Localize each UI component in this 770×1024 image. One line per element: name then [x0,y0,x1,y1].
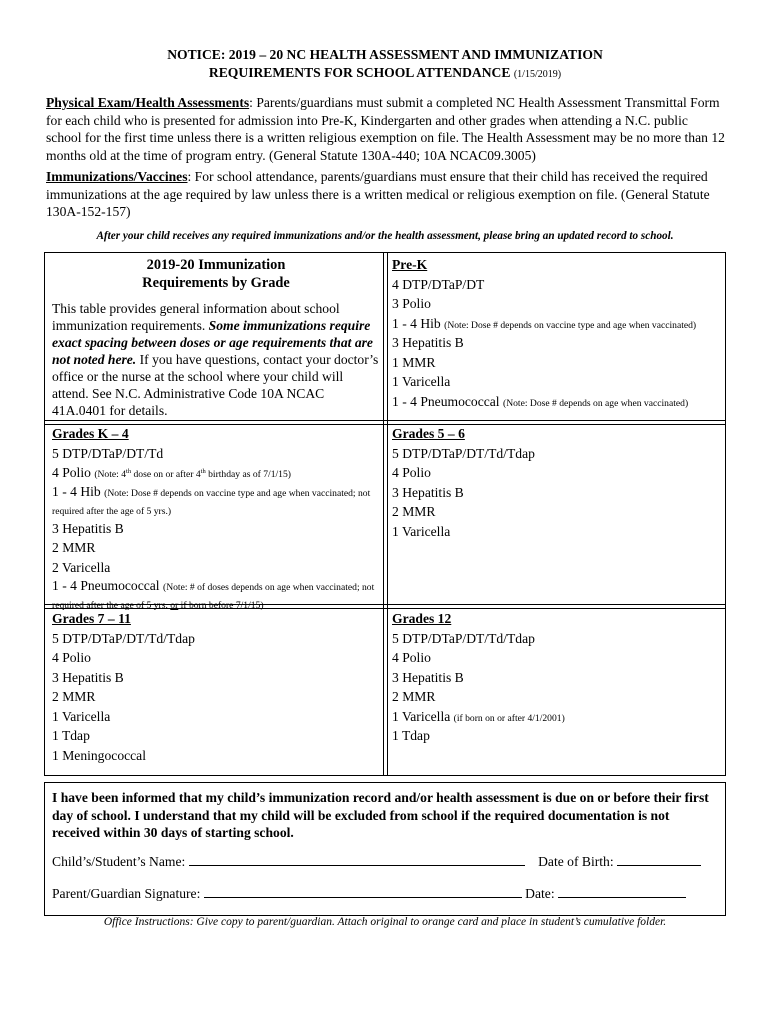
physical-exam-paragraph [46,94,726,164]
prek-mmr: 1 MMR [392,354,436,370]
notice-title-line2 [0,64,770,84]
g12-varicella-text: 1 Varicella [392,708,451,724]
child-name-field[interactable] [189,852,525,866]
k4-pneumo-note-a: (Note: # of doses depends on age when vaccinated; not required after the age of 5 yrs. [52,582,375,611]
k4-varicella: 2 Varicella [52,559,111,575]
g711-heading: Grades 7 – 11 [52,611,131,626]
k4-polio-note-c: birthday as of 7/1/15) [205,469,291,480]
prek-hib [392,314,722,334]
g711-varicella: 1 Varicella [52,708,111,724]
prek-pneumo-note: (Note: Dose # depends on age when vaccinated) [503,397,689,409]
g12-mmr: 2 MMR [392,689,436,704]
physical-exam-heading: Physical Exam/Health Assessments [46,95,250,110]
acknowledgment-box [44,782,726,916]
k4-pneumo-note-or: or [170,600,179,611]
table-divider-row1 [45,420,725,421]
g711-hepb: 3 Hepatitis B [52,669,124,685]
k4-mmr: 2 MMR [52,540,96,555]
prek-dtp: 4 DTP/DTaP/DT [392,276,485,292]
k4-cell [52,424,380,613]
g711-mmr: 2 MMR [52,689,96,704]
prek-hib-note: (Note: Dose # depends on vaccine type and age when vaccinated) [444,319,697,331]
office-instructions: Office Instructions: Give copy to parent/guardian. Attach original to orange card and place in student’s cumulative folder. [103,916,667,928]
immunizations-text: : For school attendance, parents/guardians must ensure that their child has received the required immunizations at the age required by law unless there is a written medical or religious exemption on file. (General Statute 130A-152-157) [46,169,710,220]
intro-part-b: Some immunizations require exact spacing between doses or age requirements that are not noted here. [52,318,373,367]
table-title-line1: 2019-20 Immunization [146,257,286,273]
k4-polio [52,463,380,483]
g711-polio: 4 Polio [52,650,91,665]
immunizations-paragraph [46,168,726,221]
dob-label: Date of Birth: [538,854,614,869]
notice-title-line2-text: REQUIREMENTS FOR SCHOOL ATTENDANCE [208,65,511,80]
child-name-label: Child’s/Student’s Name: [52,854,186,869]
table-title [52,256,380,292]
k4-polio-note-a: (Note: 4 [94,469,127,480]
table-intro-text [52,300,380,419]
g711-mening: 1 Meningococcal [52,747,146,763]
prek-varicella: 1 Varicella [392,374,451,389]
g56-cell [392,424,722,541]
k4-polio-note-b: dose on or after 4 [131,469,201,480]
g12-tdap: 1 Tdap [392,728,430,743]
immunizations-heading: Immunizations/Vaccines [46,169,188,184]
signature-field[interactable] [204,884,522,898]
table-title-line2: Requirements by Grade [142,275,290,291]
prek-hepb: 3 Hepatitis B [392,335,464,350]
bring-record-note: After your child receives any required immunizations and/or the health assessment, please bring an updated record to school. [96,230,674,242]
g12-heading: Grades 12 [392,611,452,626]
g56-hepb: 3 Hepatitis B [392,484,464,500]
k4-polio-note-sup1: th [126,467,132,475]
prek-heading: Pre-K [392,257,428,272]
g711-tdap: 1 Tdap [52,728,90,743]
k4-polio-note-sup2: th [200,467,206,475]
table-divider-vertical-inner [387,253,388,776]
g56-dtp: 5 DTP/DTaP/DT/Td/Tdap [392,445,535,461]
prek-cell [392,255,722,411]
g12-polio: 4 Polio [392,650,431,665]
g12-hepb: 3 Hepatitis B [392,669,464,685]
prek-pneumo-text: 1 - 4 Pneumococcal [392,393,500,409]
prek-pneumo [392,392,722,412]
k4-pneumo [52,577,380,613]
signature-label: Parent/Guardian Signature: [52,886,201,901]
physical-exam-text: : Parents/guardians must submit a completed NC Health Assessment Transmittal Form for each child who is presented for admission into Pre-K, Kindergarten and other grades when attending a N.C. public school for the first time unless there is a written religious exemption on file. The Health Assessment may be no more than 12 months old at the time of program entry. (General Statute 130A-440; 10A NCAC09.3005) [46,95,725,163]
name-row [52,852,717,870]
g56-mmr: 2 MMR [392,504,436,519]
notice-title-line1: NOTICE: 2019 – 20 NC HEALTH ASSESSMENT AND IMMUNIZATION [167,47,603,62]
g12-cell [392,609,722,746]
k4-hib [52,483,380,519]
k4-hib-text: 1 - 4 Hib [52,483,101,499]
prek-polio: 3 Polio [392,296,431,311]
k4-dtp: 5 DTP/DTaP/DT/Td [52,445,164,461]
k4-pneumo-text: 1 - 4 Pneumococcal [52,578,160,593]
intro-part-c: If you have questions, contact your doctor’s office or the nurse at the school where your child will attend. See N.C. Administrative Code 10A NCAC 41A.0401 for details. [52,352,379,418]
notice-date: (1/15/2019) [513,69,562,80]
acknowledgment-statement: I have been informed that my child’s immunization record and/or health assessment is due on or before their first day of school. I understand that my child will be excluded from school if the required documentation is not received within 30 days of starting school. [52,790,709,841]
intro-part-a: This table provides general information about school immunization requirements. [52,301,340,333]
g711-cell [52,609,380,765]
table-divider-vertical [383,253,384,776]
immunization-table [44,252,726,776]
table-intro-cell [52,256,380,419]
g12-varicella-note: (if born on or after 4/1/2001) [453,712,565,724]
date-label: Date: [525,886,555,901]
notice-title [0,46,770,84]
signature-row [52,884,717,902]
k4-polio-text: 4 Polio [52,465,91,480]
prek-hib-text: 1 - 4 Hib [392,315,441,331]
k4-heading: Grades K – 4 [52,426,129,441]
g56-heading: Grades 5 – 6 [392,426,465,441]
k4-polio-note [94,469,291,480]
g56-varicella: 1 Varicella [392,523,451,539]
g56-polio: 4 Polio [392,465,431,480]
k4-hib-note: (Note: Dose # depends on vaccine type and age when vaccinated; not required after the age of 5 yrs.) [52,487,371,517]
k4-hepb: 3 Hepatitis B [52,520,124,536]
dob-field[interactable] [617,852,701,866]
date-field[interactable] [558,884,686,898]
g12-dtp: 5 DTP/DTaP/DT/Td/Tdap [392,630,535,646]
g711-dtp: 5 DTP/DTaP/DT/Td/Tdap [52,630,195,646]
g12-varicella [392,707,722,727]
k4-pneumo-note-b: if born before 7/1/15) [178,600,264,611]
